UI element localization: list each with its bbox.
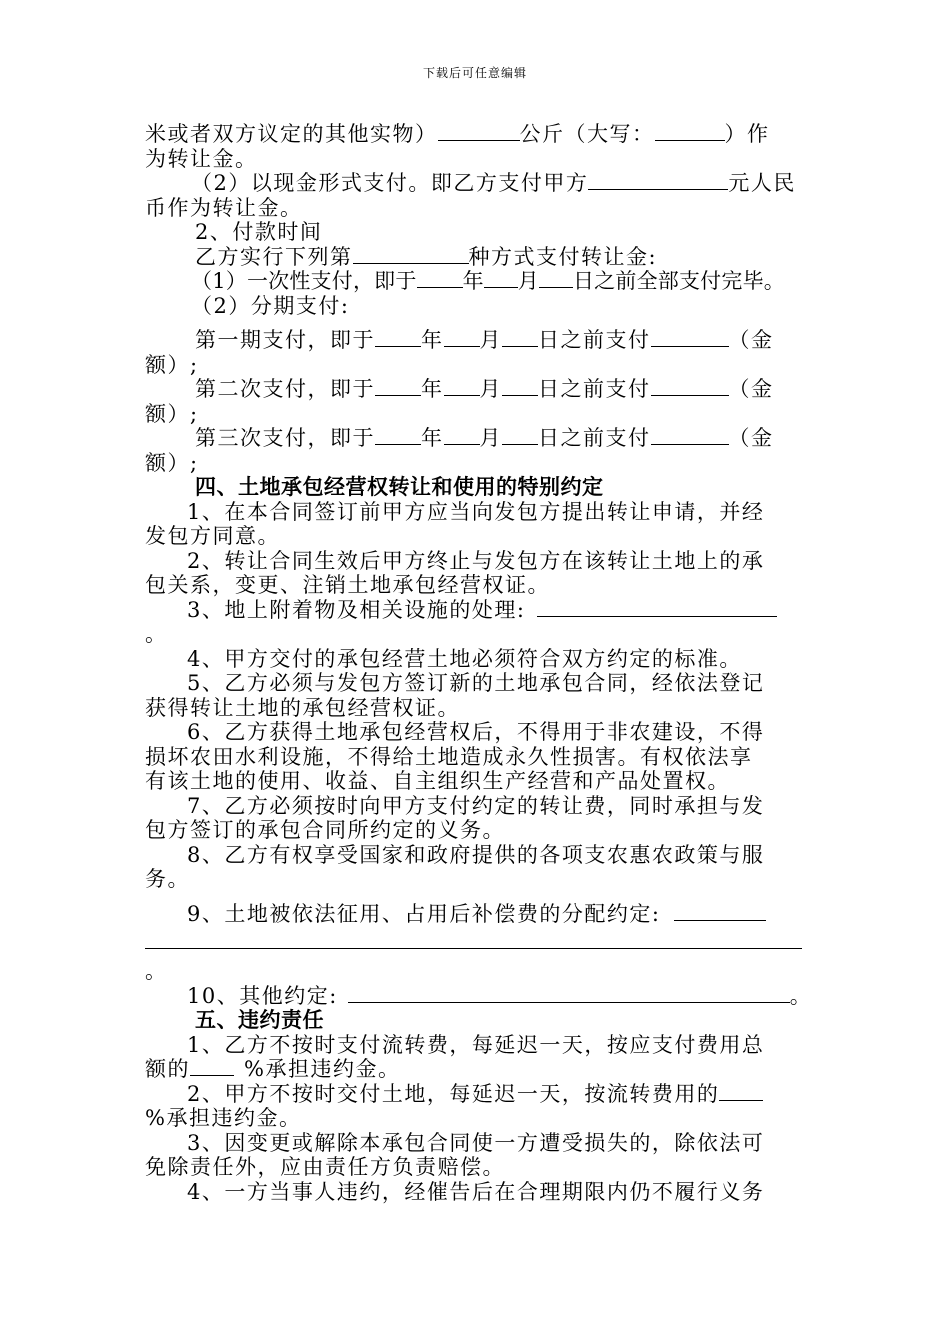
blank-field[interactable] <box>417 269 463 288</box>
document-body <box>145 122 813 1204</box>
doc-line: 1、乙方不按时支付流转费，每延迟一天，按应支付费用总 <box>187 1032 765 1057</box>
doc-line: 9、土地被依法征用、占用后补偿费的分配约定: <box>145 902 810 927</box>
doc-line: 米或者双方议定的其他实物） 公斤（大写： ）作 <box>145 122 770 146</box>
doc-line: 为转让金。 <box>145 146 258 171</box>
blank-field[interactable] <box>444 328 480 347</box>
blank-field[interactable] <box>655 122 725 141</box>
blank-field[interactable] <box>145 940 802 949</box>
doc-line: 1、在本合同签订前甲方应当向发包方提出转让申请，并经 <box>187 499 765 524</box>
doc-line: 额）; <box>145 352 199 377</box>
doc-line: 第三次支付，即于 年 月 日之前支付 （金 <box>195 426 774 450</box>
blank-field[interactable] <box>438 122 520 141</box>
doc-line: （2）分期支付: <box>191 293 350 318</box>
section-heading: 四、土地承包经营权转让和使用的特别约定 <box>195 475 604 499</box>
doc-line: 务。 <box>145 867 190 891</box>
doc-line: 第二次支付，即于 年 月 日之前支付 （金 <box>195 377 774 401</box>
blank-field[interactable] <box>375 426 421 445</box>
blank-field[interactable] <box>719 1082 763 1101</box>
doc-line: 获得转让土地的承包经营权证。 <box>145 695 460 720</box>
blank-field[interactable] <box>348 984 790 1003</box>
doc-line: 币作为转让金。 <box>145 195 303 220</box>
doc-line: 包方签订的承包合同所约定的义务。 <box>145 818 505 842</box>
doc-line: 包关系，变更、注销土地承包经营权证。 <box>145 573 550 597</box>
doc-line: 损坏农田水利设施，不得给土地造成永久性损害。有权依法享 <box>145 744 753 769</box>
doc-line: 3、因变更或解除本承包合同使一方遭受损失的，除依法可 <box>187 1130 765 1155</box>
doc-line: 4、一方当事人违约，经催告后在合理期限内仍不履行义务 <box>187 1179 765 1204</box>
doc-line: 。 <box>145 622 168 646</box>
blank-field[interactable] <box>502 377 538 396</box>
blank-field[interactable] <box>502 328 538 347</box>
doc-line: 2、甲方不按时交付土地，每延迟一天，按流转费用的 <box>145 1082 810 1107</box>
doc-line: 发包方同意。 <box>145 524 280 548</box>
doc-line: （2）以现金形式支付。即乙方支付甲方 元人民 <box>191 171 796 195</box>
blank-field[interactable] <box>651 328 729 347</box>
doc-line: 5、乙方必须与发包方签订新的土地承包合同，经依法登记 <box>187 671 765 695</box>
doc-line: 额的 %承担违约金。 <box>145 1057 401 1081</box>
blank-field[interactable] <box>502 426 538 445</box>
blank-field[interactable] <box>537 598 777 617</box>
blank-field[interactable] <box>651 377 729 396</box>
doc-line: 额）; <box>145 401 199 426</box>
doc-line: 2、付款时间 <box>195 220 323 244</box>
doc-line: 3、地上附着物及相关设施的处理: <box>145 598 810 623</box>
doc-line: 10、其他约定: 。 <box>187 983 813 1008</box>
doc-line: 2、转让合同生效后甲方终止与发包方在该转让土地上的承 <box>187 548 765 573</box>
section-heading: 五、违约责任 <box>195 1008 324 1032</box>
doc-line: 。 <box>145 959 168 983</box>
blank-field[interactable] <box>674 902 766 921</box>
blank-field[interactable] <box>539 269 573 288</box>
doc-line: 第一期支付，即于 年 月 日之前支付 （金 <box>195 328 774 352</box>
doc-line: 6、乙方获得土地承包经营权后，不得用于非农建设，不得 <box>187 720 765 744</box>
doc-line: 4、甲方交付的承包经营土地必须符合双方约定的标准。 <box>187 646 742 671</box>
blank-field[interactable] <box>444 377 480 396</box>
blank-field[interactable] <box>484 269 518 288</box>
blank-field[interactable] <box>444 426 480 445</box>
page-header: 下载后可任意编辑 <box>422 66 527 80</box>
blank-field[interactable] <box>651 426 729 445</box>
blank-field[interactable] <box>588 171 728 190</box>
blank-field[interactable] <box>190 1057 234 1076</box>
doc-line: 8、乙方有权享受国家和政府提供的各项支农惠农政策与服 <box>187 842 765 867</box>
blank-field[interactable] <box>375 328 421 347</box>
doc-line: 额）; <box>145 450 199 475</box>
doc-line: （1）一次性支付，即于 年 月 日之前全部支付完毕。 <box>191 269 785 293</box>
doc-line: 乙方实行下列第 种方式支付转让金: <box>195 244 658 269</box>
blank-field[interactable] <box>353 245 469 264</box>
doc-line: 免除责任外，应由责任方负责赔偿。 <box>145 1155 505 1179</box>
doc-line: %承担违约金。 <box>145 1106 302 1130</box>
doc-line: 7、乙方必须按时向甲方支付约定的转让费，同时承担与发 <box>187 793 765 818</box>
doc-line: 有该土地的使用、收益、自主组织生产经营和产品处置权。 <box>145 769 730 793</box>
blank-field[interactable] <box>375 377 421 396</box>
